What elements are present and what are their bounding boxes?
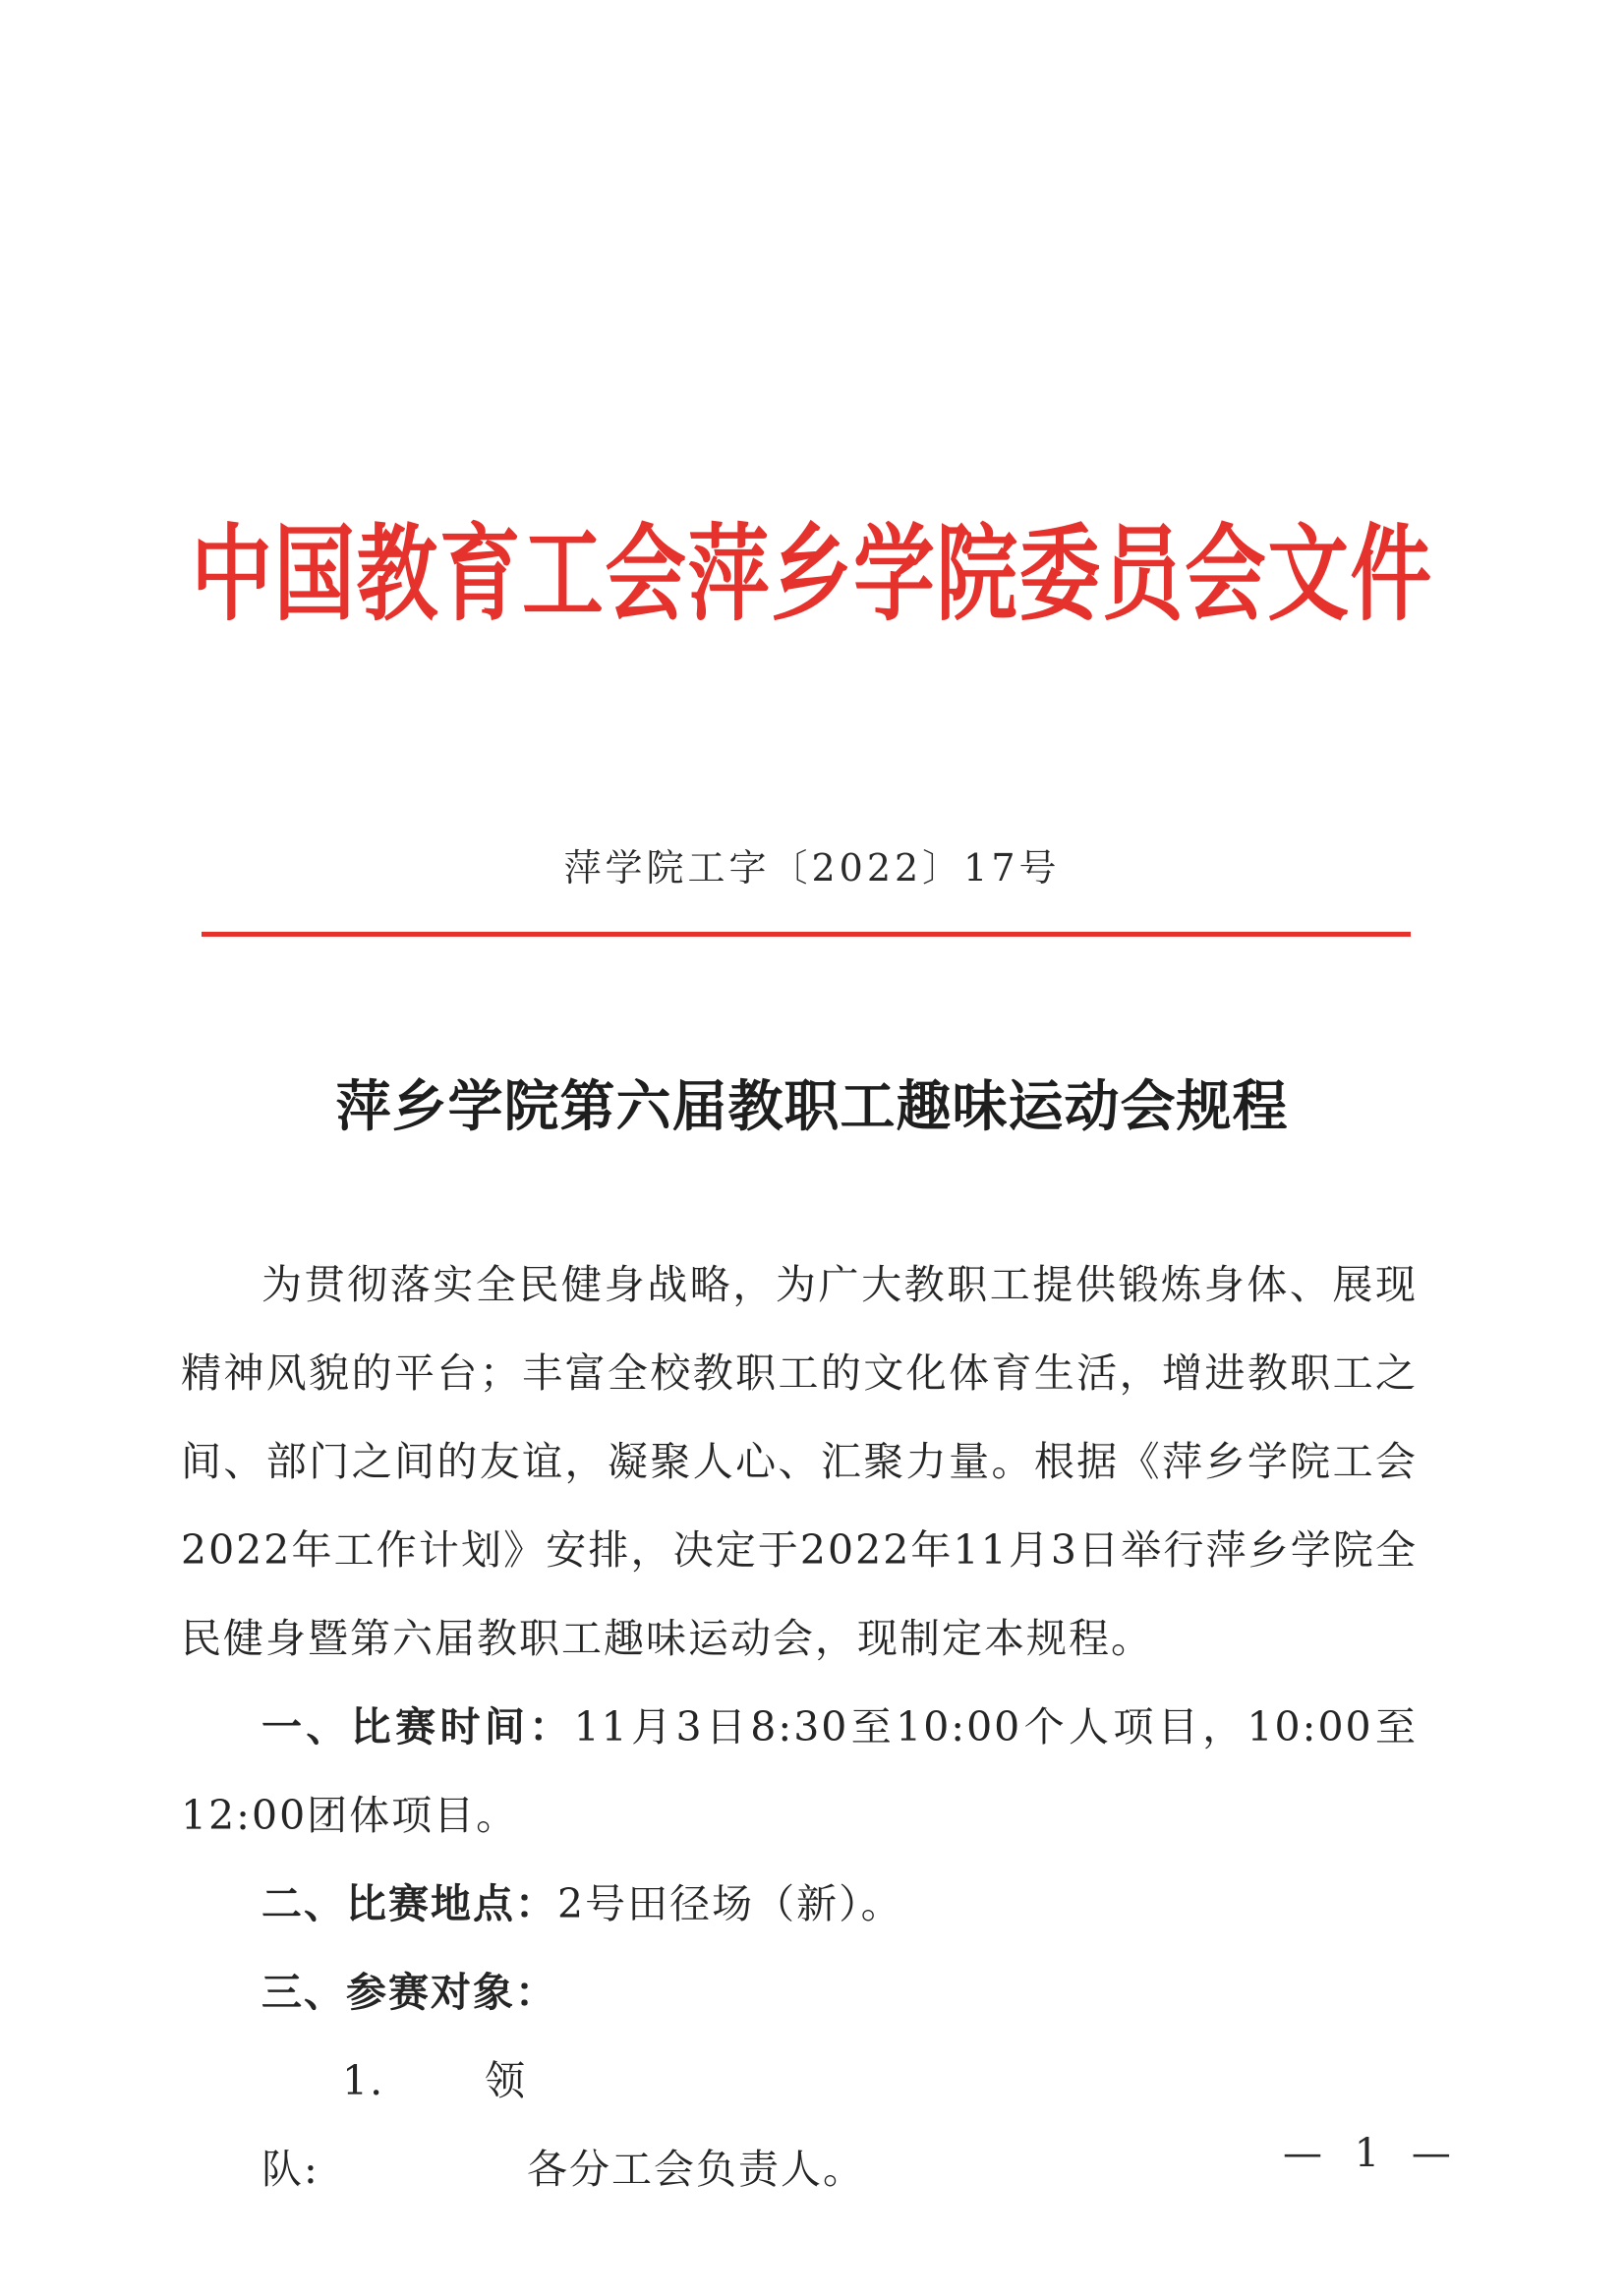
section-location (181, 1860, 1418, 1948)
issuer-header: 中国教育工会萍乡学院委员会文件 (191, 514, 1433, 635)
section-time (181, 1683, 1418, 1860)
section-text: 11月3日8:30至10:00个人项目，10:00至12:00团体项目。 (181, 1703, 1418, 1839)
document-number: 萍学院工字〔2022〕17号 (563, 846, 1061, 890)
participant-text: 各分工会负责人。 (527, 2146, 865, 2193)
page-number: — 1 — (1283, 2131, 1461, 2176)
participant-item (181, 2037, 1418, 2213)
section-heading: 一、比赛时间： (261, 1703, 574, 1751)
section-participants (181, 1948, 1418, 2037)
document-body (181, 1240, 1418, 2213)
participant-label: 1.领 队: (261, 2057, 611, 2193)
document-title: 萍乡学院第六届教职工趣味运动会规程 (335, 1074, 1289, 1139)
intro-paragraph: 为贯彻落实全民健身战略，为广大教职工提供锻炼身体、展现精神风貌的平台；丰富全校教职工的文化体育生活，增进教职工之间、部门之间的友谊，凝聚人心、汇聚力量。根据《萍乡学院工会2022年工作计划》安排，决定于2022年11月3日举行萍乡学院全民健身暨第六届教职工趣味运动会，现制定本规程。 (181, 1261, 1418, 1662)
section-heading: 二、比赛地点： (261, 1880, 557, 1927)
red-divider-line (202, 932, 1411, 937)
section-text: 2号田径场（新）。 (557, 1880, 903, 1927)
section-heading: 三、参赛对象： (261, 1969, 557, 2016)
